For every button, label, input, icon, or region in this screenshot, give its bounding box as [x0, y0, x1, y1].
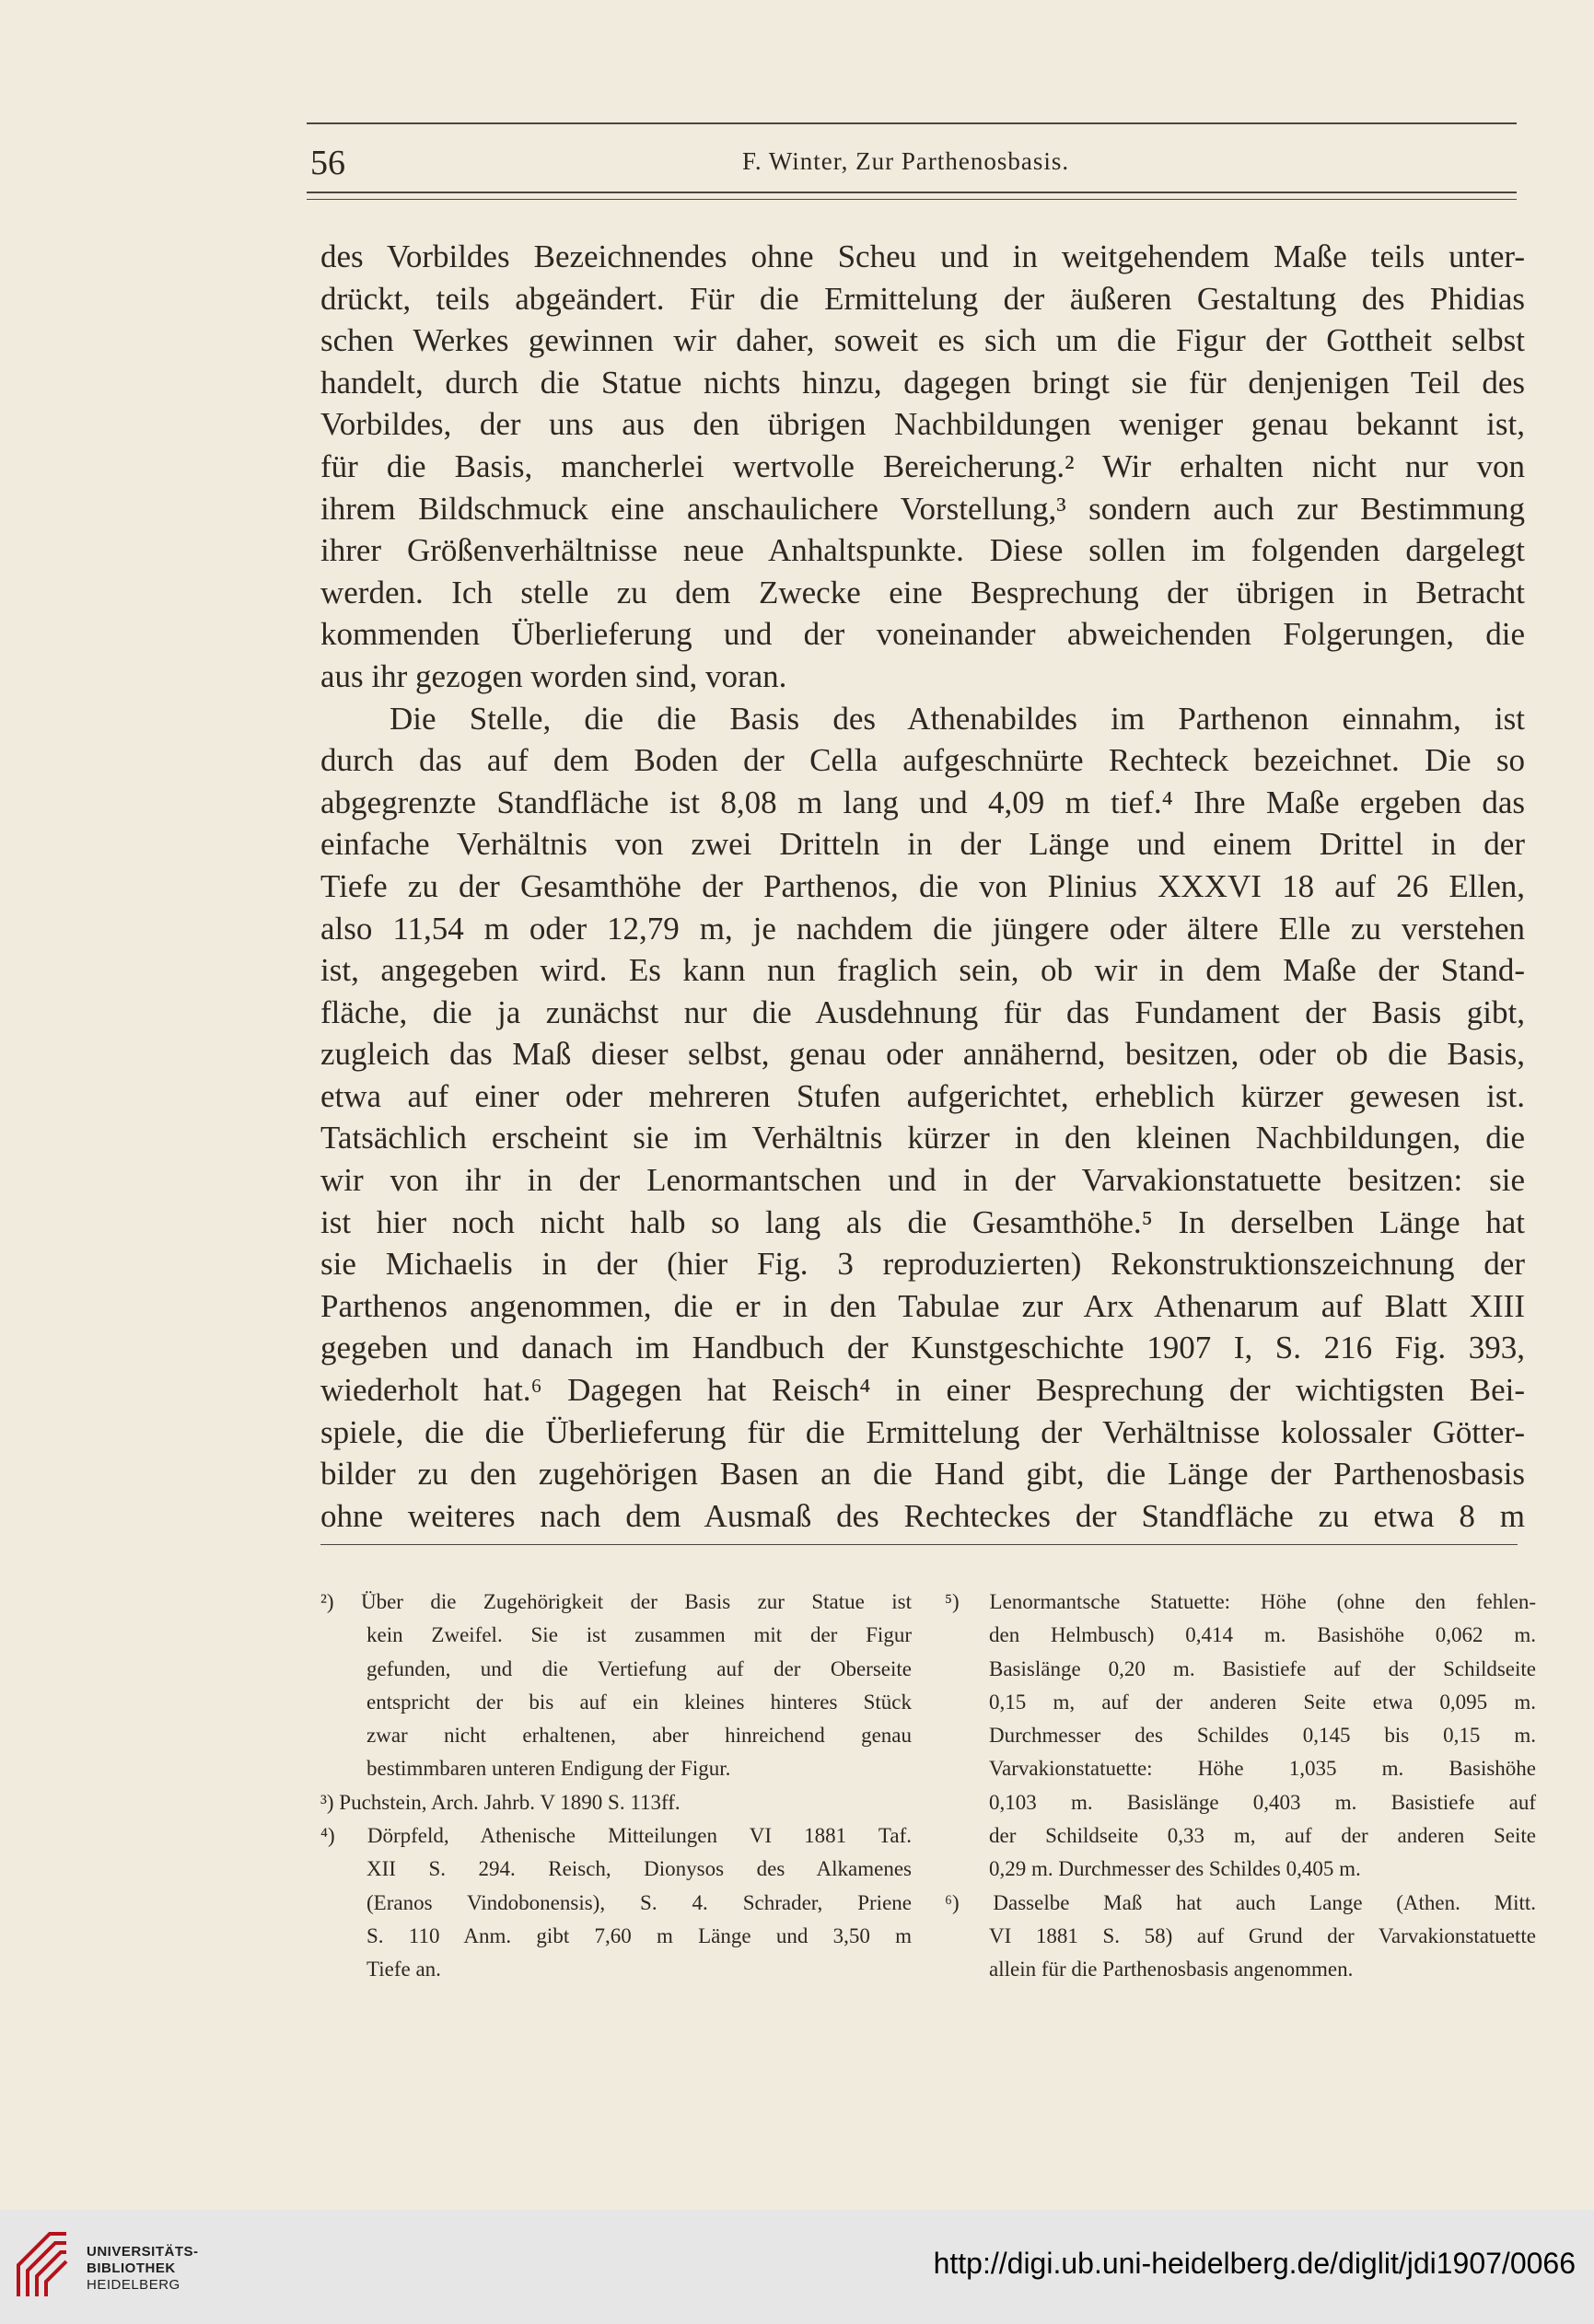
text-line: schen Werkes gewinnen wir daher, soweit es sich um die Figur der Gottheit selbst — [320, 322, 1525, 359]
text-line: des Vorbildes Bezeichnendes ohne Scheu und in weitgehendem Maße teils unter- — [320, 238, 1525, 274]
text-line: Vorbildes, der uns aus den übrigen Nachbildungen weniger genau bekannt ist, — [320, 406, 1525, 443]
text-line: ihrer Größenverhältnisse neue Anhaltspunkte. Diese sollen im folgenden dargelegt — [320, 532, 1525, 569]
footnote-line: Basislänge 0,20 m. Basistiefe auf der Schildseite — [989, 1656, 1536, 1680]
paragraph-first-line: Die Stelle, die die Basis des Athenabildes im Parthenon einnahm, ist — [390, 700, 1525, 737]
text-line: gegeben und danach im Handbuch der Kunstgeschichte 1907 I, S. 216 Fig. 393, — [320, 1330, 1525, 1366]
text-line: ist, angegeben wird. Es kann nun fraglich sein, ob wir in dem Maße der Stand- — [320, 952, 1525, 989]
footnote-line: XII S. 294. Reisch, Dionysos des Alkamenes — [367, 1857, 912, 1881]
footnote-5: ⁵) Lenormantsche Statuette: Höhe (ohne den fehlen- — [945, 1590, 1536, 1613]
footnote-line: S. 110 Anm. gibt 7,60 m Länge und 3,50 m — [367, 1923, 912, 1947]
paragraph-last-line: aus ihr gezogen worden sind, voran. — [320, 657, 787, 694]
text-line: ihrem Bildschmuck eine anschaulichere Vorstellung,³ sondern auch zur Bestimmung — [320, 490, 1525, 527]
text-line: drückt, teils abgeändert. Für die Ermittelung der äußeren Gestaltung des Phidias — [320, 280, 1525, 317]
footnote-line: entspricht der bis auf ein kleines hinteres Stück — [367, 1690, 912, 1714]
library-logo-icon[interactable] — [13, 2228, 72, 2302]
source-url-link[interactable]: http://digi.ub.uni-heidelberg.de/diglit/jdi1907/0066 — [933, 2247, 1576, 2280]
text-line: einfache Verhältnis von zwei Dritteln in der Länge und einem Drittel in der — [320, 826, 1525, 863]
text-line: kommenden Überlieferung und der voneinander abweichenden Folgerungen, die — [320, 616, 1525, 653]
footnote-rule — [320, 1544, 1518, 1545]
text-line: Tatsächlich erscheint sie im Verhältnis kürzer in den kleinen Nachbildungen, die — [320, 1120, 1525, 1156]
footnote-line: den Helmbusch) 0,414 m. Basishöhe 0,062 m. — [989, 1623, 1536, 1647]
text-line: handelt, durch die Statue nichts hinzu, dagegen bringt sie für denjenigen Teil des — [320, 364, 1525, 401]
text-line: wir von ihr in der Lenormantschen und in der Varvakionstatuette besitzen: sie — [320, 1162, 1525, 1199]
footnote-line: 0,29 m. Durchmesser des Schildes 0,405 m. — [989, 1857, 1361, 1881]
text-line: etwa auf einer oder mehreren Stufen aufgerichtet, erheblich kürzer gewesen ist. — [320, 1077, 1525, 1114]
top-rule — [307, 122, 1517, 124]
text-line: sie Michaelis in der (hier Fig. 3 reproduzierten) Rekonstruktionszeichnung der — [320, 1246, 1525, 1283]
footnote-3: ³) Puchstein, Arch. Jahrb. V 1890 S. 113ff. — [320, 1790, 681, 1814]
header-rule-thin — [307, 199, 1517, 200]
text-line: also 11,54 m oder 12,79 m, je nachdem die jüngere oder ältere Elle zu verstehen — [320, 910, 1525, 947]
footnote-line: 0,103 m. Basislänge 0,403 m. Basistiefe auf — [989, 1790, 1536, 1814]
running-head: F. Winter, Zur Parthenosbasis. — [742, 147, 1070, 175]
page-number: 56 — [310, 144, 345, 182]
library-name-line: UNIVERSITÄTS- — [87, 2244, 199, 2260]
footnote-2: ²) Über die Zugehörigkeit der Basis zur Statue ist — [320, 1590, 912, 1613]
footnote-line: Durchmesser des Schildes 0,145 bis 0,15 m. — [989, 1724, 1536, 1748]
text-line: ist hier noch nicht halb so lang als die Gesamthöhe.⁵ In derselben Länge hat — [320, 1203, 1525, 1240]
library-name[interactable] — [87, 2244, 199, 2294]
footnote-line: zwar nicht erhaltenen, aber hinreichend genau — [367, 1724, 912, 1748]
footer-bar — [0, 2210, 1594, 2324]
footnote-line: (Eranos Vindobonensis), S. 4. Schrader, Priene — [367, 1890, 912, 1914]
text-line: Parthenos angenommen, die er in den Tabulae zur Arx Athenarum auf Blatt XIII — [320, 1287, 1525, 1324]
footnote-4: ⁴) Dörpfeld, Athenische Mitteilungen VI 1881 Taf. — [320, 1824, 912, 1848]
footnote-6: ⁶) Dasselbe Maß hat auch Lange (Athen. Mitt. — [945, 1890, 1536, 1914]
footnote-line: Tiefe an. — [367, 1958, 441, 1981]
footnote-line: allein für die Parthenosbasis angenommen. — [989, 1958, 1354, 1981]
text-line: fläche, die ja zunächst nur die Ausdehnung für das Fundament der Basis gibt, — [320, 994, 1525, 1030]
footnote-line: VI 1881 S. 58) auf Grund der Varvakionstatuette — [989, 1923, 1536, 1947]
text-line: bilder zu den zugehörigen Basen an die Hand gibt, die Länge der Parthenosbasis — [320, 1456, 1525, 1493]
footnote-line: der Schildseite 0,33 m, auf der anderen Seite — [989, 1824, 1536, 1848]
header-rule — [307, 192, 1517, 193]
footnotes-right — [945, 1586, 1536, 1987]
text-line: werden. Ich stelle zu dem Zwecke eine Besprechung der übrigen in Betracht — [320, 574, 1525, 610]
footnote-line: kein Zweifel. Sie ist zusammen mit der Figur — [367, 1623, 912, 1647]
footnote-line: 0,15 m, auf der anderen Seite etwa 0,095 m. — [989, 1690, 1536, 1714]
text-line: ohne weiteres nach dem Ausmaß des Rechteckes der Standfläche zu etwa 8 m — [320, 1497, 1525, 1534]
body-text — [320, 236, 1525, 1537]
footnote-line: bestimmbaren unteren Endigung der Figur. — [367, 1757, 731, 1781]
text-line: für die Basis, mancherlei wertvolle Bereicherung.² Wir erhalten nicht nur von — [320, 447, 1525, 484]
library-name-line: HEIDELBERG — [87, 2277, 180, 2293]
text-line: zugleich das Maß dieser selbst, genau oder annähernd, besitzen, oder ob die Basis, — [320, 1036, 1525, 1073]
footnote-line: gefunden, und die Vertiefung auf der Oberseite — [367, 1656, 912, 1680]
text-line: wiederholt hat.⁶ Dagegen hat Reisch⁴ in einer Besprechung der wichtigsten Bei- — [320, 1372, 1525, 1409]
footnote-line: Varvakionstatuette: Höhe 1,035 m. Basishöhe — [989, 1757, 1536, 1781]
text-line: spiele, die die Überlieferung für die Ermittelung der Verhältnisse kolossaler Götter- — [320, 1413, 1525, 1450]
footnotes-left — [320, 1586, 912, 1987]
text-line: durch das auf dem Boden der Cella aufgeschnürte Rechteck bezeichnet. Die so — [320, 742, 1525, 779]
library-name-line: BIBLIOTHEK — [87, 2260, 176, 2276]
text-line: Tiefe zu der Gesamthöhe der Parthenos, die von Plinius XXXVI 18 auf 26 Ellen, — [320, 867, 1525, 904]
text-line: abgegrenzte Standfläche ist 8,08 m lang und 4,09 m tief.⁴ Ihre Maße ergeben das — [320, 784, 1525, 820]
